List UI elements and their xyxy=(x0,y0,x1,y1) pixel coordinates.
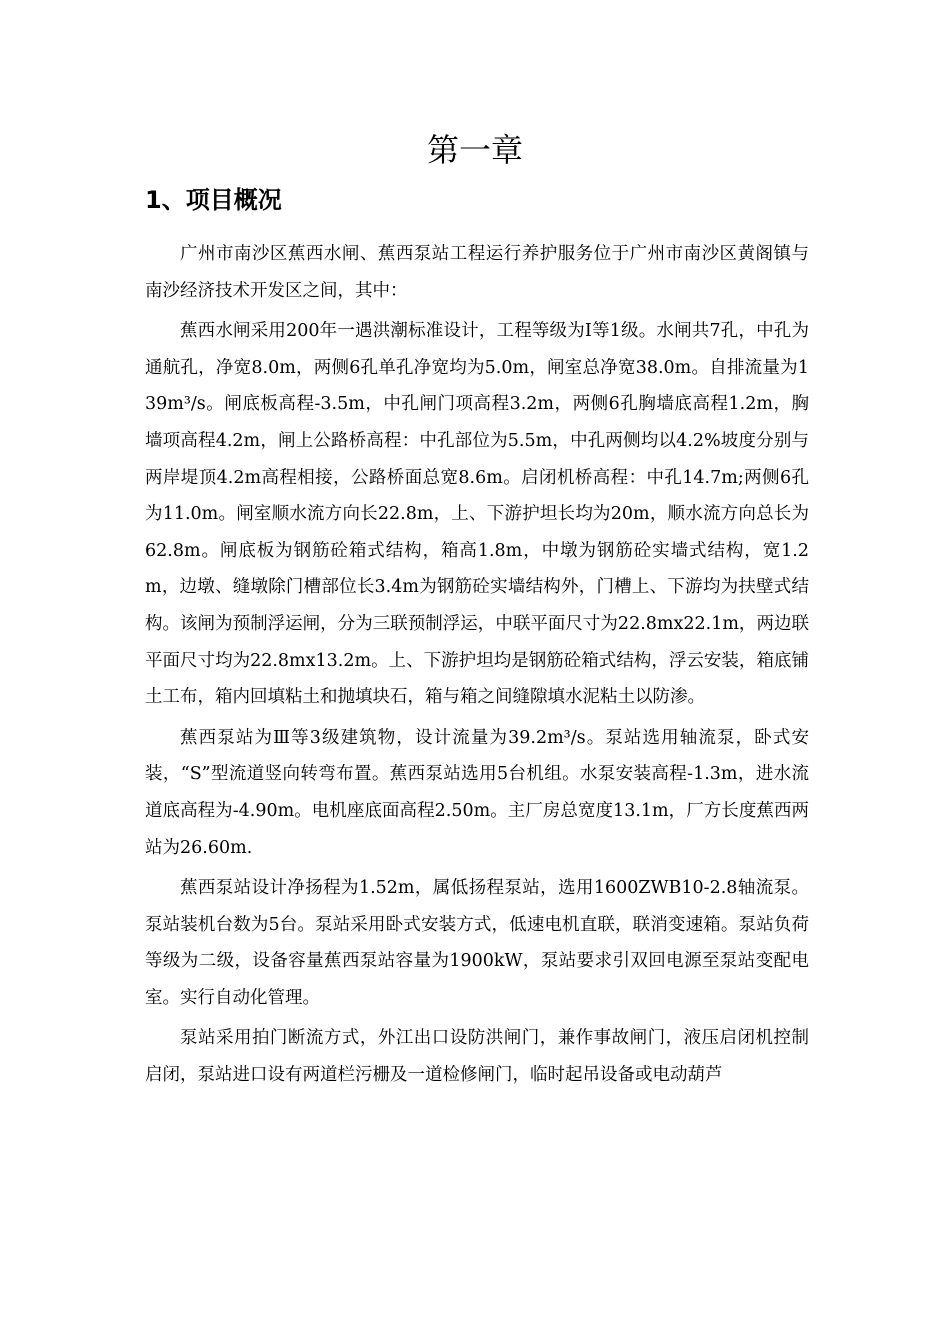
paragraph-location: 广州市南沙区蕉西水闸、蕉西泵站工程运行养护服务位于广州市南沙区黄阁镇与南沙经济技术开发区之间，其中： xyxy=(145,244,809,301)
section-heading: 1、项目概况 xyxy=(145,186,282,214)
chapter-title: 第一章 xyxy=(426,131,523,169)
paragraph-gates: 泵站采用拍门断流方式，外江出口设防洪闸门，兼作事故闸门，液压启闭机控制启闭，泵站进口设有两道栏污栅及一道检修闸门，临时起吊设备或电动葫芦 xyxy=(145,1028,809,1086)
paragraph-sluice: 蕉西水闸采用200年一遇洪潮标准设计，工程等级为Ⅰ等1级。水闸共7孔，中孔为通航孔，净宽8.0m，两侧6孔单孔净宽均为5.0m，闸室总净宽38.0m。自排流量为139m³/s。闸底板高程-3.5m，中孔闸门项高程3.2m，两侧6孔胸墙底高程1.2m，胸墙项高程4.2m，闸上公路桥高程：中孔部位为5.5m，中孔两侧均以4.2%坡度分别与两岸堤顶4.2m高程相接，公路桥面总宽8.6m。启闭机桥高程：中孔14.7m;两侧6孔为11.0m。闸室顺水流方向长22.8m，上、下游护坦长均为20m，顺水流方向总长为62.8m。闸底板为钢筋砼箱式结构，箱高1.8m，中墩为钢筋砼实墙式结构，宽1.2m，边墩、缝墩除门槽部位长3.4m为钢筋砼实墙结构外，门槽上、下游均为扶壁式结构。该闸为预制浮运闸，分为三联预制浮运，中联平面尺寸为22.8mx22.1m，两边联平面尺寸均为22.8mx13.2m。上、下游护坦均是钢筋砼箱式结构，浮云安装，箱底铺土工布，箱内回填粘土和抛填块石，箱与箱之间缝隙填水泥粘土以防渗。 xyxy=(145,321,809,708)
paragraph-pump-head: 蕉西泵站设计净扬程为1.52m，属低扬程泵站，选用1600ZWB10-2.8轴流泵。泵站装机台数为5台。泵站采用卧式安装方式，低速电机直联，联消变速箱。泵站负荷等级为二级，设备容量蕉西泵站容量为1900kW，泵站要求引双回电源至泵站变配电室。实行自动化管理。 xyxy=(145,878,809,1008)
paragraph-pump-station: 蕉西泵站为Ⅲ等3级建筑物，设计流量为39.2m³/s。泵站选用轴流泵，卧式安装，“S”型流道竖向转弯布置。蕉西泵站选用5台机组。水泵安装高程-1.3m，进水流道底高程为-4.90m。电机座底面高程2.50m。主厂房总宽度13.1m，厂方长度蕉西两站为26.60m. xyxy=(145,727,809,858)
body-text xyxy=(145,236,809,1098)
